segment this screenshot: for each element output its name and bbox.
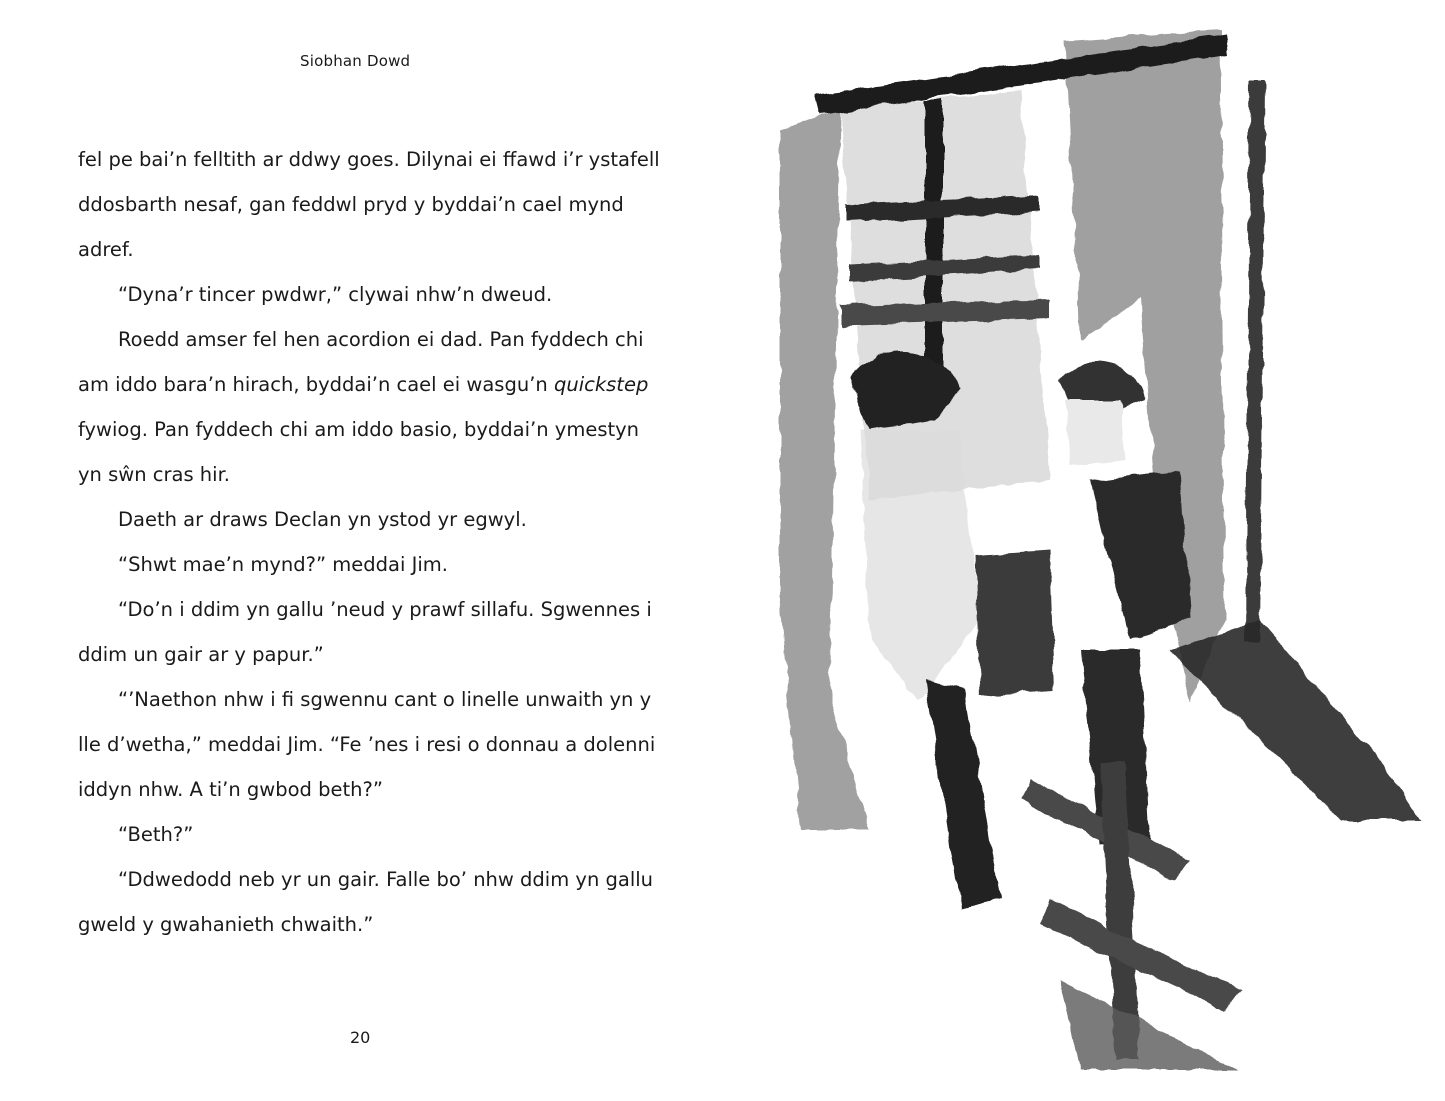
text-segment: fywiog. Pan fyddech chi am iddo basio, byddai’n ymestyn	[78, 418, 640, 441]
window-frame-vertical	[925, 100, 943, 400]
left-page	[0, 0, 720, 1101]
text-line	[78, 767, 638, 812]
text-segment: “Ddwedodd neb yr un gair. Falle bo’ nhw ddim yn gallu	[118, 868, 654, 891]
text-line	[78, 902, 638, 947]
text-line	[78, 587, 652, 632]
text-segment: “Shwt mae’n mynd?” meddai Jim.	[118, 553, 448, 576]
text-line	[78, 362, 649, 407]
text-segment: Daeth ar draws Declan yn ystod yr egwyl.	[118, 508, 527, 531]
text-line	[78, 812, 638, 857]
text-segment: “Do’n i ddim yn gallu ’neud y prawf sillafu. Sgwennes i	[118, 598, 652, 621]
text-segment: “Dyna’r tincer pwdwr,” clywai nhw’n dweud.	[118, 283, 553, 306]
text-segment: Roedd amser fel hen acordion ei dad. Pan fyddech chi	[118, 328, 644, 351]
text-line	[78, 182, 638, 227]
text-segment: ddosbarth nesaf, gan feddwl pryd y byddai’n cael mynd	[78, 193, 624, 216]
text-segment: lle d’wetha,” meddai Jim. “Fe ’nes i resi o donnau a dolenni	[78, 733, 656, 756]
text-segment: “Beth?”	[118, 823, 194, 846]
text-segment: ddim un gair ar y papur.”	[78, 643, 324, 666]
text-line	[78, 317, 644, 362]
figure-right-face	[1065, 400, 1125, 465]
text-segment: fel pe bai’n felltith ar ddwy goes. Dilynai ei ffawd i’r ystafell	[78, 148, 660, 171]
text-line	[78, 407, 638, 452]
text-segment: adref.	[78, 238, 134, 261]
page-number: 20	[350, 1028, 371, 1047]
text-segment: yn sŵn cras hir.	[78, 463, 231, 486]
text-line	[78, 272, 638, 317]
text-line	[78, 857, 654, 902]
text-segment: gweld y gwahanieth chwaith.”	[78, 913, 374, 936]
ink-illustration	[720, 0, 1445, 1101]
text-line	[78, 227, 638, 272]
text-line	[78, 452, 638, 497]
running-header-author: Siobhan Dowd	[300, 52, 411, 70]
stool	[975, 550, 1055, 695]
text-line	[78, 632, 638, 677]
text-segment: am iddo bara’n hirach, byddai’n cael ei wasgu’n	[78, 373, 554, 396]
text-line	[78, 497, 638, 542]
text-line	[78, 722, 656, 767]
text-line	[78, 677, 652, 722]
text-line	[78, 137, 660, 182]
text-line	[78, 542, 638, 587]
text-segment: iddyn nhw. A ti’n gwbod beth?”	[78, 778, 383, 801]
italic-text-segment: quickstep	[553, 373, 649, 396]
body-text	[78, 137, 660, 947]
right-page-illustration	[720, 0, 1445, 1101]
text-segment: “’Naethon nhw i fi sgwennu cant o linelle unwaith yn y	[118, 688, 652, 711]
